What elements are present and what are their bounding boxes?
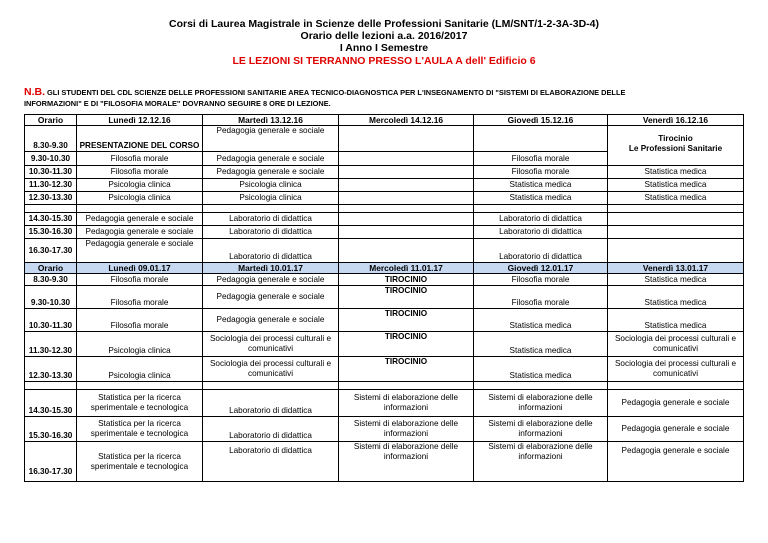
class-cell: TIROCINIO <box>339 357 474 382</box>
week2-row <box>25 309 744 332</box>
week2-day-fri: Venerdì 13.01.17 <box>608 263 744 274</box>
time-slot: 8.30-9.30 <box>25 274 77 286</box>
class-cell: Filosofia morale <box>77 152 203 166</box>
week1-row <box>25 239 744 263</box>
class-cell: Sistemi di elaborazione delle informazioni <box>339 417 474 442</box>
time-slot: 16.30-17.30 <box>25 239 77 263</box>
week1-day-thu: Giovedì 15.12.16 <box>474 115 608 126</box>
week1-orario-header: Orario <box>25 115 77 126</box>
week2-row <box>25 442 744 482</box>
class-cell: Sistemi di elaborazione delle informazioni <box>339 442 474 482</box>
class-cell: Statistica medica <box>608 274 744 286</box>
class-cell <box>339 126 474 152</box>
class-cell <box>339 213 474 226</box>
lunch-break-row <box>25 205 744 213</box>
week1-row <box>25 126 744 152</box>
note-prefix: N.B. <box>24 86 45 98</box>
week2-day-mon: Lunedì 09.01.17 <box>77 263 203 274</box>
class-cell: Psicologia clinica <box>77 179 203 192</box>
time-slot: 14.30-15.30 <box>25 213 77 226</box>
title-line-4: LE LEZIONI SI TERRANNO PRESSO L'AULA A dell' Edificio 6 <box>232 55 536 67</box>
class-cell: Sistemi di elaborazione delle informazioni <box>474 417 608 442</box>
class-cell: TIROCINIO <box>339 274 474 286</box>
class-cell: Laboratorio di didattica <box>203 442 339 482</box>
time-slot: 15.30-16.30 <box>25 417 77 442</box>
class-cell: Pedagogia generale e sociale <box>608 390 744 417</box>
time-slot: 10.30-11.30 <box>25 166 77 179</box>
class-cell: Filosofia morale <box>77 166 203 179</box>
week1-day-mon: Lunedì 12.12.16 <box>77 115 203 126</box>
week1-day-tue: Martedì 13.12.16 <box>203 115 339 126</box>
class-cell <box>339 192 474 205</box>
week2-day-wed: Mercoledì 11.01.17 <box>339 263 474 274</box>
class-cell: Pedagogia generale e sociale <box>77 213 203 226</box>
class-cell: Laboratorio di didattica <box>203 417 339 442</box>
class-cell: Pedagogia generale e sociale <box>203 309 339 332</box>
class-cell: Statistica medica <box>608 286 744 309</box>
class-cell: Statistica per la ricerca sperimentale e tecnologica <box>77 390 203 417</box>
week1-row <box>25 213 744 226</box>
class-cell: Laboratorio di didattica <box>203 390 339 417</box>
class-cell: Psicologia clinica <box>203 179 339 192</box>
class-cell: Sistemi di elaborazione delle informazioni <box>474 390 608 417</box>
schedule-table <box>24 114 744 482</box>
class-cell: Filosofia morale <box>77 286 203 309</box>
class-cell: Filosofia morale <box>474 152 608 166</box>
class-cell: Filosofia morale <box>77 309 203 332</box>
week2-row <box>25 286 744 309</box>
time-slot: 9.30-10.30 <box>25 152 77 166</box>
class-cell: Sistemi di elaborazione delle informazioni <box>339 390 474 417</box>
class-cell: Statistica per la ricerca sperimentale e tecnologica <box>77 442 203 482</box>
week1-header <box>25 115 744 126</box>
class-cell: Sociologia dei processi culturali e comunicativi <box>203 357 339 382</box>
class-cell: Laboratorio di didattica <box>474 239 608 263</box>
class-cell <box>339 239 474 263</box>
class-cell: TIROCINIO <box>339 332 474 357</box>
time-slot: 12.30-13.30 <box>25 357 77 382</box>
time-slot: 11.30-12.30 <box>25 332 77 357</box>
class-cell: Statistica medica <box>608 179 744 192</box>
note-text-1: GLI STUDENTI DEL CDL SCIENZE DELLE PROFESSIONI SANITARIE AREA TECNICO-DIAGNOSTICA PER L'INSEGNAMENTO DI "SISTEMI DI ELABORAZIONE DELLE <box>45 88 626 97</box>
class-cell: Statistica medica <box>474 309 608 332</box>
class-cell: Pedagogia generale e sociale <box>77 226 203 239</box>
class-cell: Laboratorio di didattica <box>203 226 339 239</box>
class-cell: Psicologia clinica <box>77 192 203 205</box>
class-cell: Pedagogia generale e sociale <box>608 417 744 442</box>
class-cell: TIROCINIO <box>339 309 474 332</box>
week2-row <box>25 274 744 286</box>
class-cell: Statistica medica <box>474 192 608 205</box>
time-slot: 12.30-13.30 <box>25 192 77 205</box>
class-cell: Pedagogia generale e sociale <box>203 166 339 179</box>
class-cell: Statistica medica <box>608 192 744 205</box>
class-cell <box>474 126 608 152</box>
note-text-2: INFORMAZIONI" E DI "FILOSOFIA MORALE" DOVRANNO SEGUIRE 8 ORE DI LEZIONE. <box>24 98 331 108</box>
class-cell <box>608 213 744 226</box>
class-cell: Statistica medica <box>474 332 608 357</box>
note <box>24 87 754 109</box>
week2-row <box>25 357 744 382</box>
class-cell: Filosofia morale <box>77 274 203 286</box>
week2-orario-header: Orario <box>25 263 77 274</box>
week1-row <box>25 226 744 239</box>
class-cell: Laboratorio di didattica <box>203 239 339 263</box>
class-cell: Filosofia morale <box>474 274 608 286</box>
class-cell: Statistica medica <box>474 357 608 382</box>
week2-header <box>25 263 744 274</box>
time-slot: 14.30-15.30 <box>25 390 77 417</box>
class-cell: Laboratorio di didattica <box>474 226 608 239</box>
class-cell <box>608 239 744 263</box>
class-cell: Laboratorio di didattica <box>474 213 608 226</box>
class-cell <box>339 179 474 192</box>
class-cell: Psicologia clinica <box>77 332 203 357</box>
week2-row <box>25 332 744 357</box>
class-cell: TIROCINIO <box>339 286 474 309</box>
class-cell: Pedagogia generale e sociale <box>608 442 744 482</box>
week2-day-thu: Giovedì 12.01.17 <box>474 263 608 274</box>
time-slot: 15.30-16.30 <box>25 226 77 239</box>
title-line-3: I Anno I Semestre <box>339 42 429 54</box>
class-cell <box>608 226 744 239</box>
class-cell: Pedagogia generale e sociale <box>203 286 339 309</box>
class-cell: Statistica per la ricerca sperimentale e tecnologica <box>77 417 203 442</box>
class-cell: Pedagogia generale e sociale <box>77 239 203 263</box>
title-line-2: Orario delle lezioni a.a. 2016/2017 <box>300 30 468 42</box>
class-cell: Statistica medica <box>608 309 744 332</box>
class-cell: Psicologia clinica <box>203 192 339 205</box>
time-slot: 11.30-12.30 <box>25 179 77 192</box>
class-cell <box>339 166 474 179</box>
class-cell: Psicologia clinica <box>77 357 203 382</box>
class-cell: Statistica medica <box>608 166 744 179</box>
class-cell <box>339 152 474 166</box>
title-line-1: Corsi di Laurea Magistrale in Scienze delle Professioni Sanitarie (LM/SNT/1-2-3A-3D-4) <box>168 18 600 30</box>
week2-row <box>25 390 744 417</box>
class-cell: Pedagogia generale e sociale <box>203 126 339 152</box>
time-slot: 9.30-10.30 <box>25 286 77 309</box>
week1-row <box>25 192 744 205</box>
class-cell: Sociologia dei processi culturali e comunicativi <box>608 357 744 382</box>
class-cell: Laboratorio di didattica <box>203 213 339 226</box>
week1-row <box>25 179 744 192</box>
week1-day-fri: Venerdì 16.12.16 <box>608 115 744 126</box>
class-cell: Filosofia morale <box>474 166 608 179</box>
class-cell: PRESENTAZIONE DEL CORSO <box>77 126 203 152</box>
time-slot: 10.30-11.30 <box>25 309 77 332</box>
class-cell: Sistemi di elaborazione delle informazioni <box>474 442 608 482</box>
class-cell: Statistica medica <box>474 179 608 192</box>
week1-row <box>25 166 744 179</box>
class-cell: Filosofia morale <box>474 286 608 309</box>
week2-row <box>25 417 744 442</box>
lunch-break-row <box>25 382 744 390</box>
tirocinio-subtitle: Le Professioni Sanitarie <box>628 144 723 153</box>
tirocinio-title: Tirocinio <box>658 134 693 143</box>
class-cell: Pedagogia generale e sociale <box>203 274 339 286</box>
week1-day-wed: Mercoledì 14.12.16 <box>339 115 474 126</box>
class-cell: Sociologia dei processi culturali e comunicativi <box>203 332 339 357</box>
class-cell: Sociologia dei processi culturali e comunicativi <box>608 332 744 357</box>
time-slot: 16.30-17.30 <box>25 442 77 482</box>
class-cell: Pedagogia generale e sociale <box>203 152 339 166</box>
class-cell <box>608 126 744 166</box>
week2-day-tue: Martedì 10.01.17 <box>203 263 339 274</box>
time-slot: 8.30-9.30 <box>25 126 77 152</box>
class-cell <box>339 226 474 239</box>
